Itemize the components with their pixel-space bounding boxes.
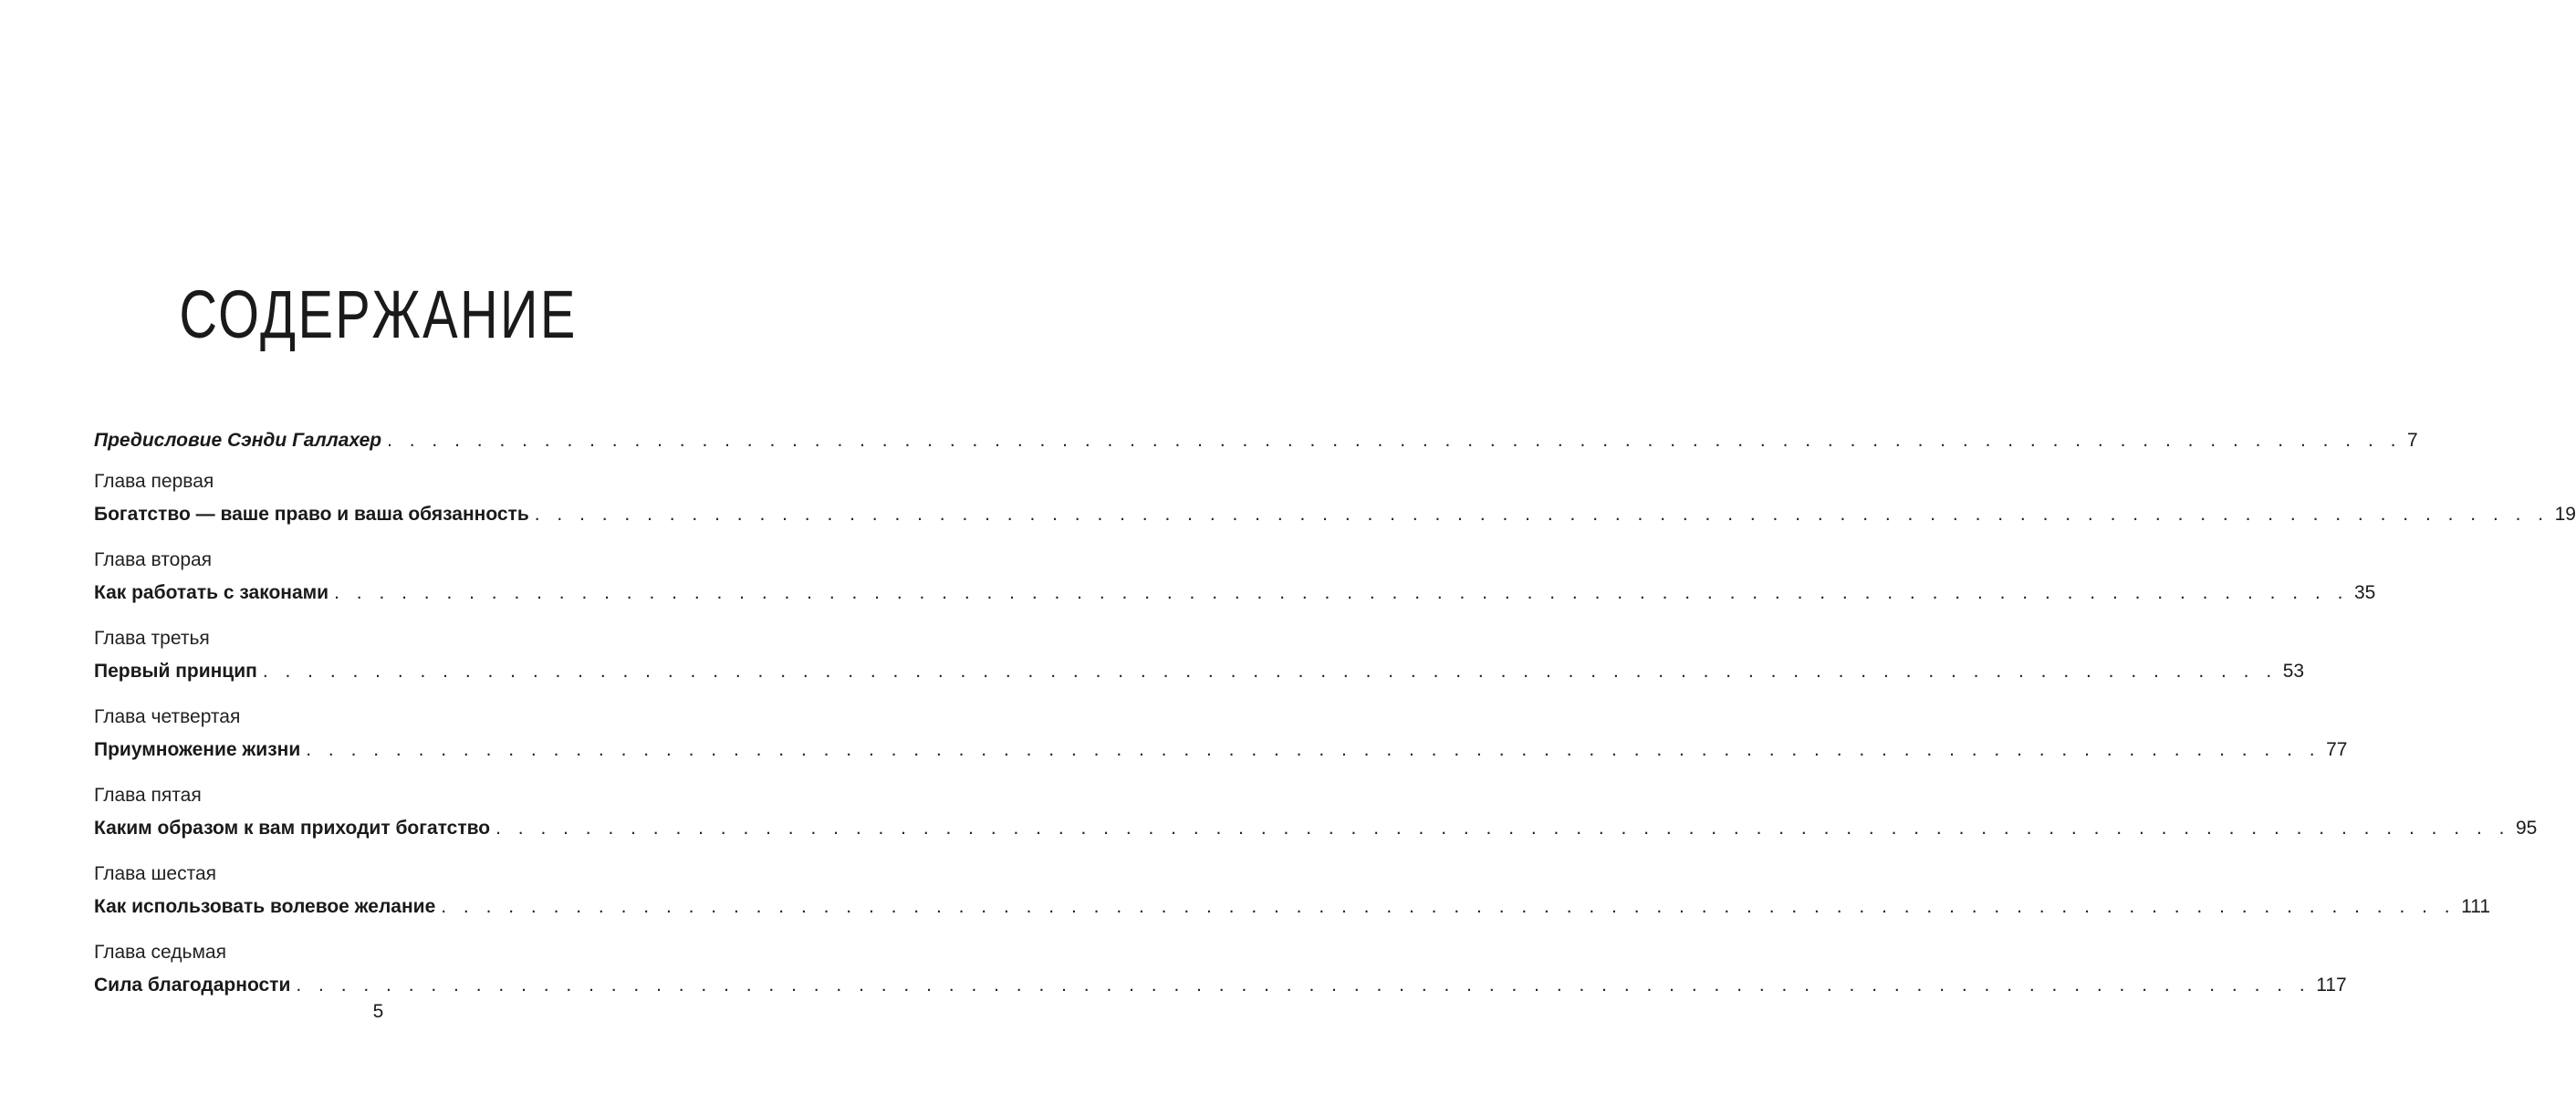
table-of-contents <box>94 422 2576 1012</box>
toc-entry-title: Сила благодарности <box>94 975 291 996</box>
toc-entry-chapter-2[interactable] <box>94 547 2376 620</box>
toc-line <box>94 422 2418 460</box>
toc-page-number: 111 <box>2461 896 2491 917</box>
dot-leader: . . . . . . . . . . . . . . . . . . . . . . . . . . . . . . . . . . . . . . . . . . . . . . . . . . . . . . . . . . . . . . . . . . . . . . . . . . . . . . . . . . . . . . . . . . <box>296 975 2311 996</box>
toc-line <box>94 731 2348 769</box>
chapter-label: Глава вторая <box>94 549 213 570</box>
toc-line <box>94 574 2376 612</box>
toc-page-number: 19 <box>2554 504 2576 525</box>
toc-line <box>94 809 2538 848</box>
page-number: 5 <box>372 1001 384 1022</box>
dot-leader: . . . . . . . . . . . . . . . . . . . . . . . . . . . . . . . . . . . . . . . . . . . . . . . . . . . . . . . . . . . . . . . . . . . . . . . . . . . . . . . . . . . . . . . . . . <box>495 818 2510 839</box>
dot-leader: . . . . . . . . . . . . . . . . . . . . . . . . . . . . . . . . . . . . . . . . . . . . . . . . . . . . . . . . . . . . . . . . . . . . . . . . . . . . . . . . . . . . . . . . . . <box>306 739 2321 760</box>
toc-entry-title: Предисловие Сэнди Галлахер <box>94 430 382 451</box>
dot-leader: . . . . . . . . . . . . . . . . . . . . . . . . . . . . . . . . . . . . . . . . . . . . . . . . . . . . . . . . . . . . . . . . . . . . . . . . . . . . . . . . . . . . . . . . . . <box>534 504 2550 525</box>
chapter-label: Глава седьмая <box>94 942 226 963</box>
toc-entry-chapter-5[interactable] <box>94 782 2538 855</box>
toc-line <box>94 495 2576 534</box>
toc-entry-chapter-4[interactable] <box>94 704 2348 777</box>
page-title: СОДЕРЖАНИЕ <box>179 276 578 352</box>
toc-entry-chapter-1[interactable] <box>94 468 2576 541</box>
toc-line <box>94 888 2491 926</box>
toc-page-number: 7 <box>2406 430 2418 451</box>
dot-leader: . . . . . . . . . . . . . . . . . . . . . . . . . . . . . . . . . . . . . . . . . . . . . . . . . . . . . . . . . . . . . . . . . . . . . . . . . . . . . . . . . . . . . . . . . . <box>441 896 2456 917</box>
dot-leader: . . . . . . . . . . . . . . . . . . . . . . . . . . . . . . . . . . . . . . . . . . . . . . . . . . . . . . . . . . . . . . . . . . . . . . . . . . . . . . . . . . . . . . . . . . <box>334 582 2349 603</box>
toc-page-number: 95 <box>2515 818 2538 839</box>
toc-entry-title: Как работать с законами <box>94 582 329 603</box>
chapter-label: Глава пятая <box>94 785 202 806</box>
toc-line <box>94 652 2305 691</box>
toc-page-number: 35 <box>2353 582 2376 603</box>
dot-leader: . . . . . . . . . . . . . . . . . . . . . . . . . . . . . . . . . . . . . . . . . . . . . . . . . . . . . . . . . . . . . . . . . . . . . . . . . . . . . . . . . . . . . . . . . . <box>387 430 2402 451</box>
chapter-label: Глава шестая <box>94 863 217 884</box>
toc-page-number: 53 <box>2282 661 2305 682</box>
chapter-label: Глава третья <box>94 628 210 649</box>
chapter-label: Глава четвертая <box>94 706 241 727</box>
toc-entry-preface[interactable] <box>94 422 2418 460</box>
toc-entry-title: Приумножение жизни <box>94 739 301 760</box>
toc-page-number: 77 <box>2326 739 2348 760</box>
toc-entry-chapter-3[interactable] <box>94 625 2305 698</box>
toc-entry-title: Богатство — ваше право и ваша обязанность <box>94 504 529 525</box>
chapter-label: Глава первая <box>94 471 214 492</box>
toc-entry-title: Как использовать волевое желание <box>94 896 436 917</box>
dot-leader: . . . . . . . . . . . . . . . . . . . . . . . . . . . . . . . . . . . . . . . . . . . . . . . . . . . . . . . . . . . . . . . . . . . . . . . . . . . . . . . . . . . . . . . . . . <box>262 661 2278 682</box>
toc-entry-title: Каким образом к вам приходит богатство <box>94 818 491 839</box>
toc-entry-title: Первый принцип <box>94 661 257 682</box>
toc-page-number: 117 <box>2316 975 2347 996</box>
toc-entry-chapter-6[interactable] <box>94 860 2491 933</box>
